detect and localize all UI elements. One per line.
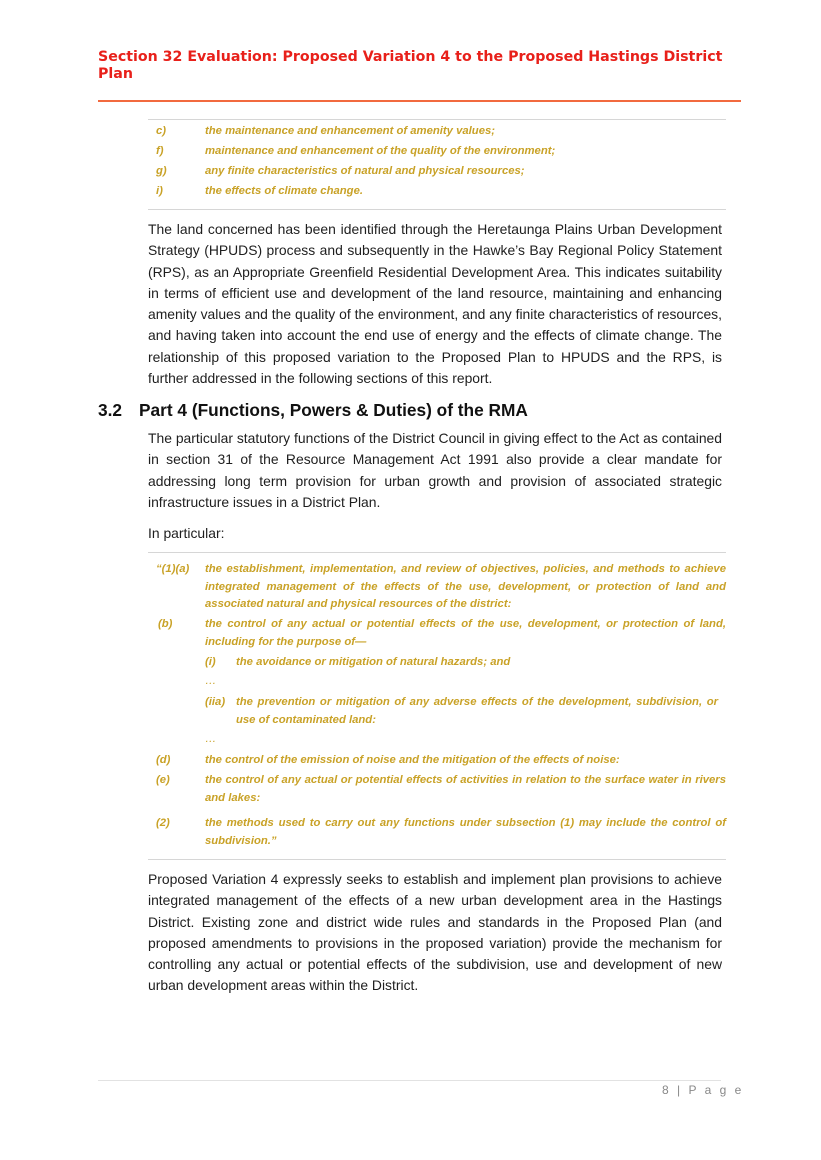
- quote-item-label: (i): [205, 656, 216, 668]
- quote-item-label: “(1)(a): [156, 563, 190, 575]
- quote-item-text: the methods used to carry out any functions under subsection (1) may include the control of subdivision.”: [205, 817, 726, 847]
- body-paragraph-hpuds: The land concerned has been identified through the Heretaunga Plains Urban Development Strategy (HPUDS) process and subsequently in the Hawke’s Bay Regional Policy Statement (RPS), as an Appropriate Greenfield Residential Development Area. This indicates suitability in terms of efficient use and development of the land resource, maintaining and enhancing amenity values and the quality of the environment, and any finite characteristics of resources, and having taken into account the end use of energy and the effects of climate change. The relationship of this proposed variation to the Proposed Plan to HPUDS and the RPS, is further addressed in the following sections of this report.: [148, 221, 722, 387]
- body-paragraph-functions: The particular statutory functions of the District Council in giving effect to the Act as contained in section 31 of the Resource Management Act 1991 also provide a clear mandate for addressing long term provision for urban growth and provision of associated strategic infrastructure issues in a District Plan.: [148, 430, 722, 510]
- body-paragraph-variation: Proposed Variation 4 expressly seeks to establish and implement plan provisions to achieve integrated management of the effects of a new urban development area in the Hastings District. Existing zone and district wide rules and standards in the Proposed Plan (and proposed amendments to provisions in the proposed variation) provide the mechanism for controlling any actual or potential effects of the subdivision, use and development of new urban development areas within the District.: [148, 871, 722, 994]
- quote-item-text: the control of any actual or potential effects of activities in relation to the surface water in rivers and lakes:: [205, 774, 726, 804]
- quote-item-text: any finite characteristics of natural and physical resources;: [205, 165, 525, 177]
- quote-item-text: maintenance and enhancement of the quality of the environment;: [205, 145, 556, 157]
- quote-item-label: (2): [156, 817, 170, 829]
- quote-item-text: the maintenance and enhancement of amenity values;: [205, 125, 496, 137]
- header-divider: [98, 100, 741, 102]
- quote-item-label: c): [156, 125, 167, 137]
- document-title: Section 32 Evaluation: Proposed Variation 4 to the Proposed Hastings District Plan: [98, 49, 723, 82]
- footer-divider: [98, 1080, 721, 1081]
- quote-item-text: the control of the emission of noise and the mitigation of the effects of noise:: [205, 754, 620, 766]
- quote-item-label: (e): [156, 774, 170, 786]
- page-header: [98, 49, 738, 83]
- quote-item-text: the control of any actual or potential effects of the use, development, or protection of land, including for the purpose of—: [205, 618, 726, 648]
- quote-item-label: g): [156, 165, 167, 177]
- quote-item-label: f): [156, 145, 164, 157]
- quote-item-label: (b): [158, 618, 173, 630]
- quote-item-text: the prevention or mitigation of any adverse effects of the development, subdivision, or use of contaminated land:: [236, 696, 718, 726]
- quote-item-text: the effects of climate change.: [205, 185, 363, 197]
- section-heading: [98, 400, 528, 421]
- page-number: 8 | P a g e: [662, 1083, 744, 1097]
- quote-item-text: the establishment, implementation, and review of objectives, policies, and methods to achieve integrated management of the effects of the use, development, or protection of land and associated natural and physical resources of the district:: [205, 563, 726, 610]
- quote-item-label: (iia): [205, 696, 226, 708]
- quote-item-label: i): [156, 185, 163, 197]
- section-number: 3.2: [98, 400, 123, 420]
- body-paragraph-in-particular: In particular:: [148, 525, 225, 541]
- quote-box-section31: “(1)(a) the establishment, implementation, and review of objectives, policies, and methods to achieve integrated management of the effects of the use, development, or protection of land and associated natural and physical resources of the district: (b) the control of any actual or potential effects of the use, development, or protection of land, including for the purpose of— (i) the avoidance or mitigation of natural hazards; and … (iia) the prevention or mitigation of any adverse effects of the development, subdivision, or use of contaminated land: … (d) the control of the emission of noise and the mitigation of the effects of noise: (e) the control of any actual or potential effects of activities in relation to the surface water in rivers and lakes: (2) the methods used to carry out any functions under subsection (1) may include the control of subdivision.”: [148, 552, 726, 860]
- section-title: Part 4 (Functions, Powers & Duties) of the RMA: [139, 400, 528, 420]
- quote-item-text: the avoidance or mitigation of natural hazards; and: [236, 656, 511, 668]
- quote-box-section7: [148, 119, 726, 210]
- quote-item-label: (d): [156, 754, 171, 766]
